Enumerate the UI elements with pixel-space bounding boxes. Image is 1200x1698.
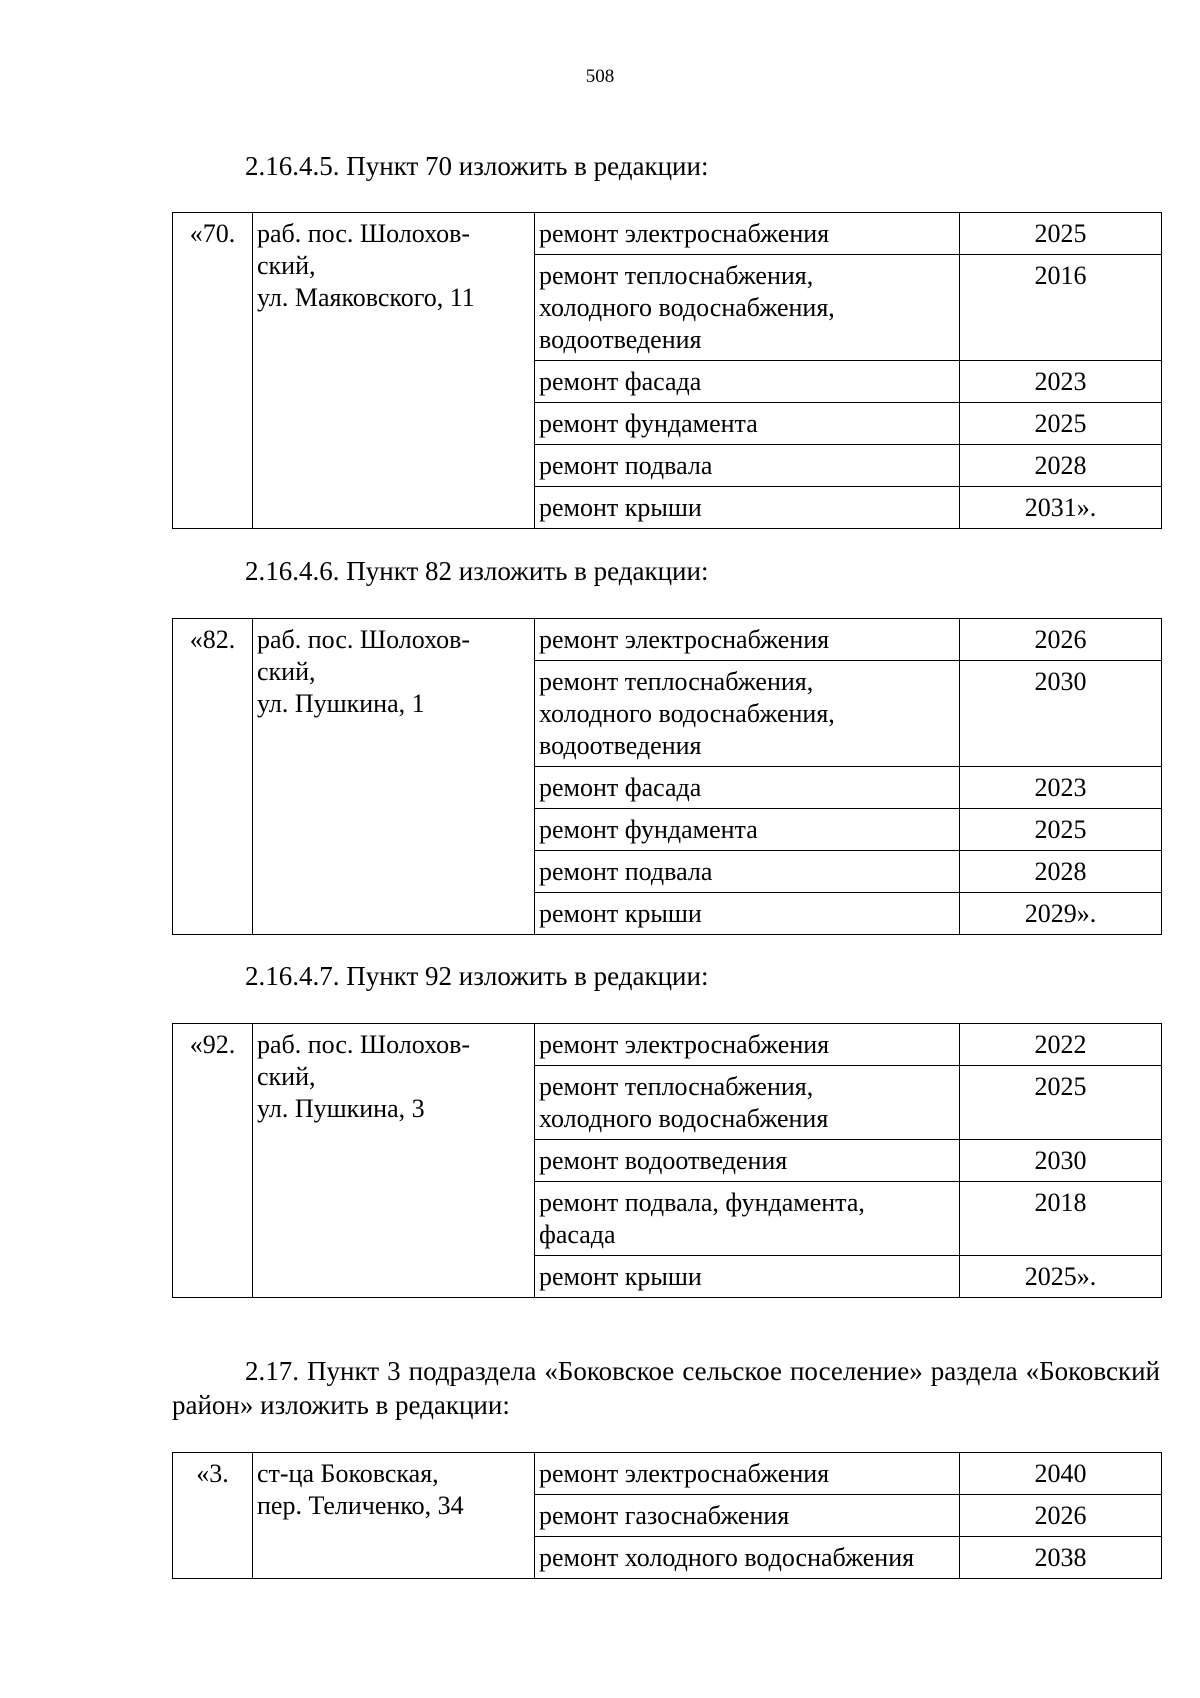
work-type-cell: ремонт теплоснабжения, холодного водоснабжения [535, 1066, 960, 1140]
year-cell: 2025 [960, 809, 1162, 851]
table-row [173, 619, 1162, 661]
year-cell: 2022 [960, 1024, 1162, 1066]
year-cell: 2016 [960, 255, 1162, 361]
address-cell [253, 213, 535, 529]
work-type-cell: ремонт электроснабжения [535, 1024, 960, 1066]
address-line: раб. пос. Шолохов- [257, 219, 471, 248]
table-row [173, 213, 1162, 255]
address-line: ский, [257, 657, 316, 686]
work-type-cell: ремонт электроснабжения [535, 1453, 960, 1495]
page-number: 508 [585, 66, 615, 87]
year-cell: 2029». [960, 893, 1162, 935]
address-line: ул. Пушкина, 3 [257, 1094, 425, 1123]
work-type-cell: ремонт водоотведения [535, 1140, 960, 1182]
year-cell: 2023 [960, 767, 1162, 809]
year-cell: 2030 [960, 661, 1162, 767]
section-heading-82: 2.16.4.6. Пункт 82 изложить в редакции: [245, 556, 709, 586]
work-type-cell: ремонт крыши [535, 487, 960, 529]
year-cell: 2028 [960, 851, 1162, 893]
item-number: «3. [173, 1453, 253, 1579]
repair-table-92 [172, 1023, 1162, 1298]
address-line: раб. пос. Шолохов- [257, 625, 471, 654]
work-type-cell: ремонт фасада [535, 361, 960, 403]
work-type-cell: ремонт электроснабжения [535, 619, 960, 661]
year-cell: 2040 [960, 1453, 1162, 1495]
address-line: ул. Маяковского, 11 [257, 283, 475, 312]
work-type-cell: ремонт фундамента [535, 809, 960, 851]
year-cell: 2023 [960, 361, 1162, 403]
work-type-cell: ремонт подвала, фундамента, фасада [535, 1182, 960, 1256]
year-cell: 2025». [960, 1256, 1162, 1298]
address-line: раб. пос. Шолохов- [257, 1030, 471, 1059]
address-line: ст-ца Боковская, [257, 1459, 439, 1488]
section-heading-92: 2.16.4.7. Пункт 92 изложить в редакции: [245, 961, 709, 991]
year-cell: 2028 [960, 445, 1162, 487]
year-cell: 2018 [960, 1182, 1162, 1256]
work-type-cell: ремонт холодного водоснабжения [535, 1537, 960, 1579]
item-number: «92. [173, 1024, 253, 1298]
address-line: ский, [257, 1062, 316, 1091]
table-row [173, 1024, 1162, 1066]
work-type-cell: ремонт подвала [535, 851, 960, 893]
year-cell: 2031». [960, 487, 1162, 529]
work-type-cell: ремонт теплоснабжения, холодного водоснабжения, водоотведения [535, 661, 960, 767]
repair-table-82 [172, 618, 1162, 935]
year-cell: 2025 [960, 403, 1162, 445]
item-number: «70. [173, 213, 253, 529]
section-heading-70: 2.16.4.5. Пункт 70 изложить в редакции: [245, 151, 709, 181]
work-type-cell: ремонт газоснабжения [535, 1495, 960, 1537]
year-cell: 2025 [960, 1066, 1162, 1140]
work-type-cell: ремонт крыши [535, 893, 960, 935]
repair-table-3 [172, 1452, 1162, 1579]
year-cell: 2026 [960, 1495, 1162, 1537]
work-type-cell: ремонт фундамента [535, 403, 960, 445]
address-cell [253, 1024, 535, 1298]
address-line: ул. Пушкина, 1 [257, 689, 425, 718]
work-type-cell: ремонт электроснабжения [535, 213, 960, 255]
address-cell [253, 619, 535, 935]
work-type-cell: ремонт подвала [535, 445, 960, 487]
year-cell: 2030 [960, 1140, 1162, 1182]
address-line: ский, [257, 251, 316, 280]
work-type-cell: ремонт теплоснабжения, холодного водоснабжения, водоотведения [535, 255, 960, 361]
year-cell: 2038 [960, 1537, 1162, 1579]
item-number: «82. [173, 619, 253, 935]
table-row [173, 1453, 1162, 1495]
year-cell: 2026 [960, 619, 1162, 661]
address-line: пер. Теличенко, 34 [257, 1491, 464, 1520]
work-type-cell: ремонт крыши [535, 1256, 960, 1298]
section-heading-2-17: 2.17. Пункт 3 подраздела «Боковское сельское поселение» раздела «Боковский район» изложить в редакции: [172, 1356, 1160, 1420]
work-type-cell: ремонт фасада [535, 767, 960, 809]
year-cell: 2025 [960, 213, 1162, 255]
address-cell [253, 1453, 535, 1579]
repair-table-70 [172, 212, 1162, 529]
